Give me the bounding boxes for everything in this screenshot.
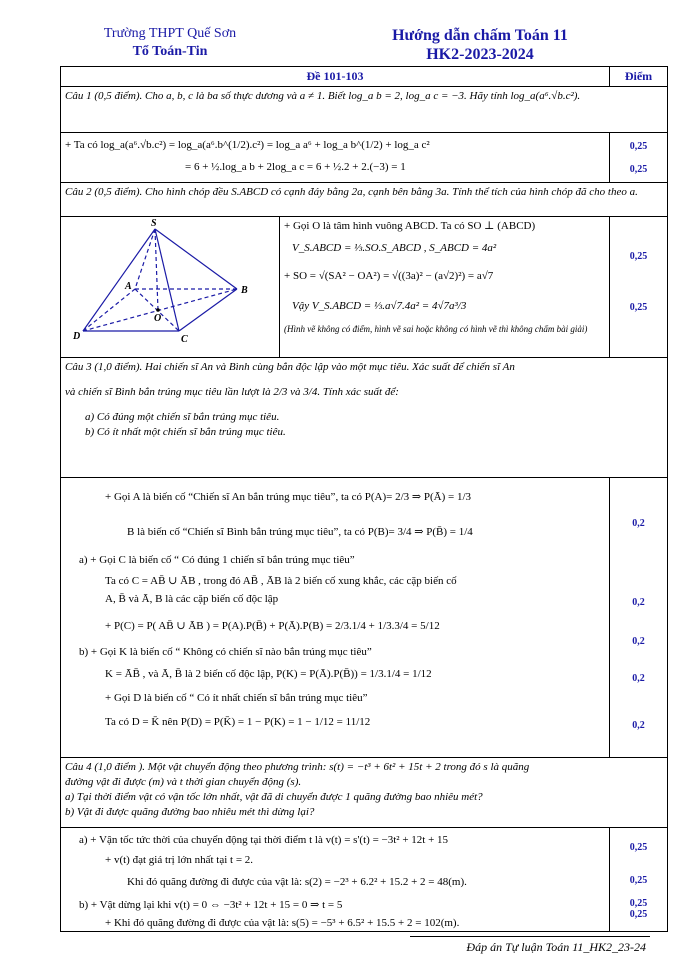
q4-score3: 0,25 (629, 898, 648, 909)
q3-line2: B là biến cố “Chiến sĩ Bình bắn trúng mục tiêu”, ta có P(B)= 3/4 ⇒ P(B̄) = 1/4 (127, 526, 473, 538)
pyramid-figure (61, 217, 280, 357)
label-b: B (241, 285, 248, 296)
doc-title: Hướng dẫn chấm Toán 11 (392, 27, 568, 44)
q4-solution (61, 828, 610, 932)
label-a: A (125, 281, 132, 292)
doc-term: HK2-2023-2024 (426, 46, 534, 63)
q3-part-a: a) Có đúng một chiến sĩ bắn trúng mục tiêu. (85, 411, 280, 423)
q4-part-a: a) Tại thời điểm vật có vận tốc lớn nhất, vật đã di chuyển được 1 quãng đường bao nhiêu mét? (65, 791, 483, 803)
q3-line6: + P(C) = P( AB̄ ∪ ĀB ) = P(A).P(B̄) + P(Ā).P(B) = 2/3.1/4 + 1/3.3/4 = 5/12 (105, 620, 440, 632)
q3-scores (610, 478, 668, 758)
q2-score2: 0,25 (629, 302, 648, 313)
q4-line2: + v(t) đạt giá trị lớn nhất tại t = 2. (105, 854, 254, 866)
label-c: C (181, 334, 188, 345)
q1-score2: 0,25 (629, 164, 648, 175)
point-o (156, 308, 160, 312)
header-left (70, 26, 270, 60)
q3-line4: Ta có C = AB̄ ∪ ĀB , trong đó AB̄ , ĀB là 2 biến cố xung khắc, các cặp biến cố (105, 575, 457, 587)
q1-solution (61, 133, 610, 183)
q1-scores (610, 133, 668, 183)
q4-line1: a) + Vận tốc tức thời của chuyển động tại thời điểm t là v(t) = s'(t) = −3t² + 12t + 15 (79, 834, 449, 846)
q3-score3: 0,2 (632, 636, 645, 647)
q2-note: (Hình vẽ không có điểm, hình vẽ sai hoặc không có hình vẽ thì không chấm bài giải) (284, 324, 588, 334)
q4-part-b: b) Vật đi được quãng đường bao nhiêu mét thì dừng lại? (65, 806, 315, 818)
q3-part-b: b) Có ít nhất một chiến sĩ bắn trúng mục tiêu. (85, 426, 286, 438)
pyramid-diagram (61, 217, 279, 357)
q4-score4: 0,25 (629, 909, 648, 920)
q2-line4: Vậy V_S.ABCD = ⅓.a√7.4a² = 4√7a³/3 (292, 300, 467, 312)
q4-head1: Câu 4 (1,0 điểm ). Một vật chuyển động theo phương trình: s(t) = −t³ + 6t² + 15t + 2 trong đó s là quãng (65, 761, 530, 773)
q4-line5: + Khi đó quãng đường đi được của vật là: s(5) = −5³ + 6.5² + 15.5 + 2 = 102(m). (105, 917, 460, 929)
exam-code: Đề 101-103 (61, 67, 610, 87)
q2-solution (61, 217, 610, 358)
score-header: Điểm (610, 67, 668, 87)
school-name: Trường THPT Quế Sơn (103, 26, 237, 41)
q1-line1: + Ta có log_a(a⁶.√b.c²) = log_a(a⁶.b^(1/2).c²) = log_a a⁶ + log_a b^(1/2) + log_a c² (65, 139, 430, 151)
q3-score2: 0,2 (632, 597, 645, 608)
q1-line2: = 6 + ½.log_a b + 2log_a c = 6 + ½.2 + 2.(−3) = 1 (185, 161, 406, 173)
label-d: D (73, 331, 81, 342)
q3-line9: + Gọi D là biến cố “ Có ít nhất chiến sĩ bắn trúng mục tiêu” (105, 692, 368, 704)
header-right (350, 26, 610, 64)
q4-heading (61, 758, 668, 828)
q3-head2: và chiến sĩ Bình bắn trúng mục tiêu lần lượt là 2/3 và 3/4. Tính xác suất để: (65, 386, 399, 398)
q3-solution (61, 478, 610, 758)
q4-score1: 0,25 (629, 842, 648, 853)
footer-rule (410, 936, 650, 937)
q2-line3: + SO = √(SA² − OA²) = √((3a)² − (a√2)²) = a√7 (284, 270, 494, 282)
q3-line5: A, B̄ và Ā, B là các cặp biến cố độc lập (105, 593, 279, 605)
answer-table (60, 66, 668, 932)
q2-steps (280, 217, 609, 357)
q2-heading: Câu 2 (0,5 điểm). Cho hình chóp đều S.ABCD có cạnh đáy bằng 2a, cạnh bên bằng 3a. Tính thể tích của hình chóp đã cho theo a. (61, 183, 668, 217)
q3-line7: b) + Gọi K là biến cố “ Không có chiến sĩ nào bắn trúng mục tiêu” (79, 646, 372, 658)
q3-score1: 0,2 (632, 518, 645, 529)
q3-line10: Ta có D = K̄ nên P(D) = P(K̄) = 1 − P(K) = 1 − 1/12 = 11/12 (105, 716, 371, 728)
q4-head2: đường vật đi được (m) và t thời gian chuyển động (s). (65, 776, 302, 788)
q4-line4: b) + Vật dừng lại khi v(t) = 0 ⇔ −3t² + 12t + 15 = 0 ⇒ t = 5 (79, 899, 343, 911)
q1-heading: Câu 1 (0,5 điểm). Cho a, b, c là ba số thực dương và a ≠ 1. Biết log_a b = 2, log_a c = −3. Hãy tính log_a(a⁶.√b.c²). (61, 87, 668, 133)
q2-score1: 0,25 (629, 251, 648, 262)
q3-heading (61, 358, 668, 478)
q3-head1: Câu 3 (1,0 điểm). Hai chiến sĩ An và Bình cùng bắn độc lập vào một mục tiêu. Xác suất để chiến sĩ An (65, 361, 515, 373)
q3-score5: 0,2 (632, 720, 645, 731)
label-o: O (154, 313, 162, 324)
q2-scores (610, 217, 668, 358)
q4-scores (610, 828, 668, 932)
q3-line1: + Gọi A là biến cố “Chiến sĩ An bắn trúng mục tiêu”, ta có P(A)= 2/3 ⇒ P(Ā) = 1/3 (105, 491, 472, 503)
footer-text: Đáp án Tự luận Toán 11_HK2_23-24 (466, 940, 646, 954)
q3-line8: K = ĀB̄ , và Ā, B̄ là 2 biến cố độc lập, P(K) = P(Ā).P(B̄)) = 1/3.1/4 = 1/12 (105, 668, 432, 680)
q1-score1: 0,25 (629, 141, 648, 152)
label-s: S (151, 218, 157, 229)
q2-line1: + Gọi O là tâm hình vuông ABCD. Ta có SO ⊥ (ABCD) (284, 220, 536, 232)
q4-score2: 0,25 (629, 875, 648, 886)
department-name: Tổ Toán-Tin (132, 44, 208, 59)
q2-line2: V_S.ABCD = ⅓.SO.S_ABCD , S_ABCD = 4a² (292, 242, 497, 254)
q3-line3: a) + Gọi C là biến cố “ Có đúng 1 chiến sĩ bắn trúng mục tiêu” (79, 554, 355, 566)
q4-line3: Khi đó quãng đường đi được của vật là: s(2) = −2³ + 6.2² + 15.2 + 2 = 48(m). (127, 876, 467, 888)
q3-score4: 0,2 (632, 673, 645, 684)
